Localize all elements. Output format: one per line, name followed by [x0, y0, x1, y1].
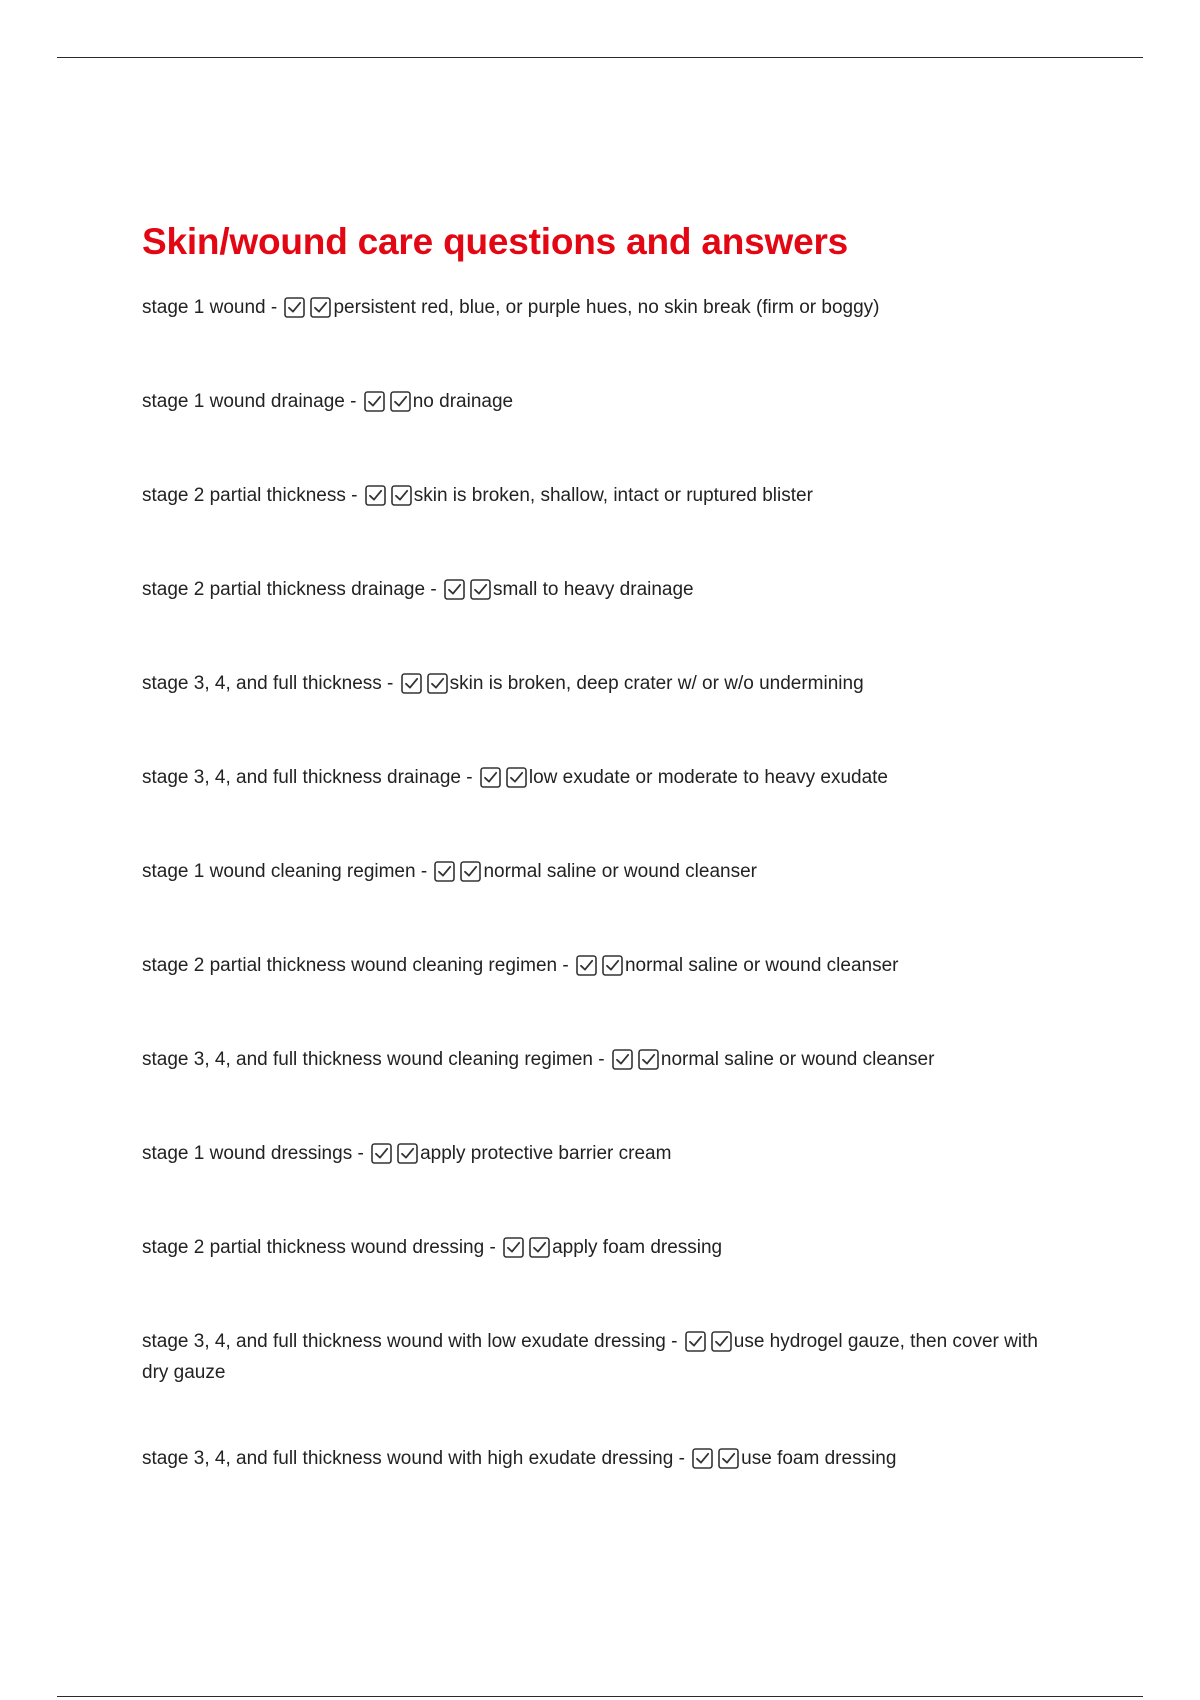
- qa-item: [142, 670, 1062, 701]
- question-text: stage 3, 4, and full thickness wound with high exudate dressing: [142, 1448, 674, 1469]
- separator: -: [350, 391, 357, 412]
- answer-text: normal saline or wound cleanser: [660, 1049, 935, 1070]
- checkbox-checked-icon: [371, 1143, 392, 1164]
- answer-text: use foam dressing: [741, 1448, 897, 1469]
- separator: -: [357, 1143, 364, 1164]
- question-text: stage 1 wound cleaning regimen: [142, 861, 416, 882]
- checkbox-checked-icon: [390, 391, 411, 412]
- page-title: Skin/wound care questions and answers: [142, 221, 849, 262]
- qa-item: [142, 294, 1062, 325]
- separator: -: [387, 673, 394, 694]
- answer-text: normal saline or wound cleanser: [624, 955, 899, 976]
- answer-text: no drainage: [412, 391, 514, 412]
- separator: -: [598, 1049, 605, 1070]
- checkbox-checked-icon: [506, 767, 527, 788]
- checkbox-checked-icon: [444, 579, 465, 600]
- separator: -: [678, 1448, 685, 1469]
- checkbox-checked-icon: [480, 767, 501, 788]
- question-text: stage 3, 4, and full thickness wound with low exudate dressing: [142, 1331, 666, 1352]
- question-text: stage 2 partial thickness wound dressing: [142, 1237, 485, 1258]
- checkbox-checked-icon: [397, 1143, 418, 1164]
- check-marks: [401, 673, 449, 701]
- separator: -: [562, 955, 569, 976]
- checkbox-checked-icon: [364, 391, 385, 412]
- checkbox-checked-icon: [503, 1237, 524, 1258]
- qa-item: [142, 388, 1062, 419]
- check-marks: [365, 485, 413, 513]
- answer-text: small to heavy drainage: [492, 579, 694, 600]
- checkbox-checked-icon: [602, 955, 623, 976]
- answer-text: use hydrogel gauze, then cover with dry gauze: [142, 1331, 1038, 1383]
- separator: -: [466, 767, 473, 788]
- checkbox-checked-icon: [434, 861, 455, 882]
- qa-item: [142, 482, 1062, 513]
- question-text: stage 1 wound dressings: [142, 1143, 353, 1164]
- check-marks: [444, 579, 492, 607]
- answer-text: normal saline or wound cleanser: [483, 861, 758, 882]
- question-text: stage 2 partial thickness: [142, 485, 346, 506]
- answer-text: low exudate or moderate to heavy exudate: [528, 767, 888, 788]
- checkbox-checked-icon: [427, 673, 448, 694]
- check-marks: [480, 767, 528, 795]
- check-marks: [685, 1331, 733, 1359]
- document-body: [142, 214, 1062, 1539]
- answer-text: skin is broken, deep crater w/ or w/o undermining: [449, 673, 864, 694]
- answer-text: apply protective barrier cream: [420, 1143, 672, 1164]
- qa-item: [142, 1046, 1062, 1077]
- separator: -: [270, 297, 278, 318]
- separator: -: [430, 579, 437, 600]
- qa-item: [142, 1445, 1062, 1476]
- checkbox-checked-icon: [711, 1331, 732, 1352]
- checkbox-checked-icon: [718, 1448, 739, 1469]
- checkbox-checked-icon: [685, 1331, 706, 1352]
- checkbox-checked-icon: [470, 579, 491, 600]
- checkbox-checked-icon: [692, 1448, 713, 1469]
- question-text: stage 3, 4, and full thickness: [142, 673, 382, 694]
- check-marks: [364, 391, 412, 419]
- qa-item: [142, 858, 1062, 889]
- checkbox-checked-icon: [576, 955, 597, 976]
- qa-item: [142, 1328, 1062, 1387]
- question-text: stage 2 partial thickness drainage: [142, 579, 426, 600]
- check-marks: [612, 1049, 660, 1077]
- qa-item: [142, 952, 1062, 983]
- check-marks: [284, 297, 332, 325]
- checkbox-checked-icon: [612, 1049, 633, 1070]
- qa-item: [142, 1140, 1062, 1171]
- checkbox-checked-icon: [638, 1049, 659, 1070]
- question-text: stage 1 wound drainage: [142, 391, 345, 412]
- question-text: stage 2 partial thickness wound cleaning regimen: [142, 955, 558, 976]
- checkbox-checked-icon: [391, 485, 412, 506]
- answer-text: persistent red, blue, or purple hues, no skin break (firm or boggy): [333, 297, 880, 318]
- answer-text: skin is broken, shallow, intact or ruptured blister: [413, 485, 813, 506]
- checkbox-checked-icon: [460, 861, 481, 882]
- checkbox-checked-icon: [284, 297, 305, 318]
- bottom-rule: [57, 1696, 1143, 1697]
- check-marks: [692, 1448, 740, 1476]
- check-marks: [434, 861, 482, 889]
- question-text: stage 3, 4, and full thickness drainage: [142, 767, 461, 788]
- top-rule: [57, 57, 1143, 58]
- qa-item: [142, 764, 1062, 795]
- separator: -: [420, 861, 428, 882]
- checkbox-checked-icon: [401, 673, 422, 694]
- check-marks: [576, 955, 624, 983]
- separator: -: [351, 485, 358, 506]
- checkbox-checked-icon: [529, 1237, 550, 1258]
- separator: -: [489, 1237, 496, 1258]
- qa-item: [142, 576, 1062, 607]
- check-marks: [503, 1237, 551, 1265]
- check-marks: [371, 1143, 419, 1171]
- qa-list: [142, 294, 1062, 1476]
- question-text: stage 1 wound: [142, 297, 266, 318]
- checkbox-checked-icon: [365, 485, 386, 506]
- checkbox-checked-icon: [310, 297, 331, 318]
- separator: -: [671, 1331, 678, 1352]
- qa-item: [142, 1234, 1062, 1265]
- answer-text: apply foam dressing: [552, 1237, 723, 1258]
- question-text: stage 3, 4, and full thickness wound cleaning regimen: [142, 1049, 593, 1070]
